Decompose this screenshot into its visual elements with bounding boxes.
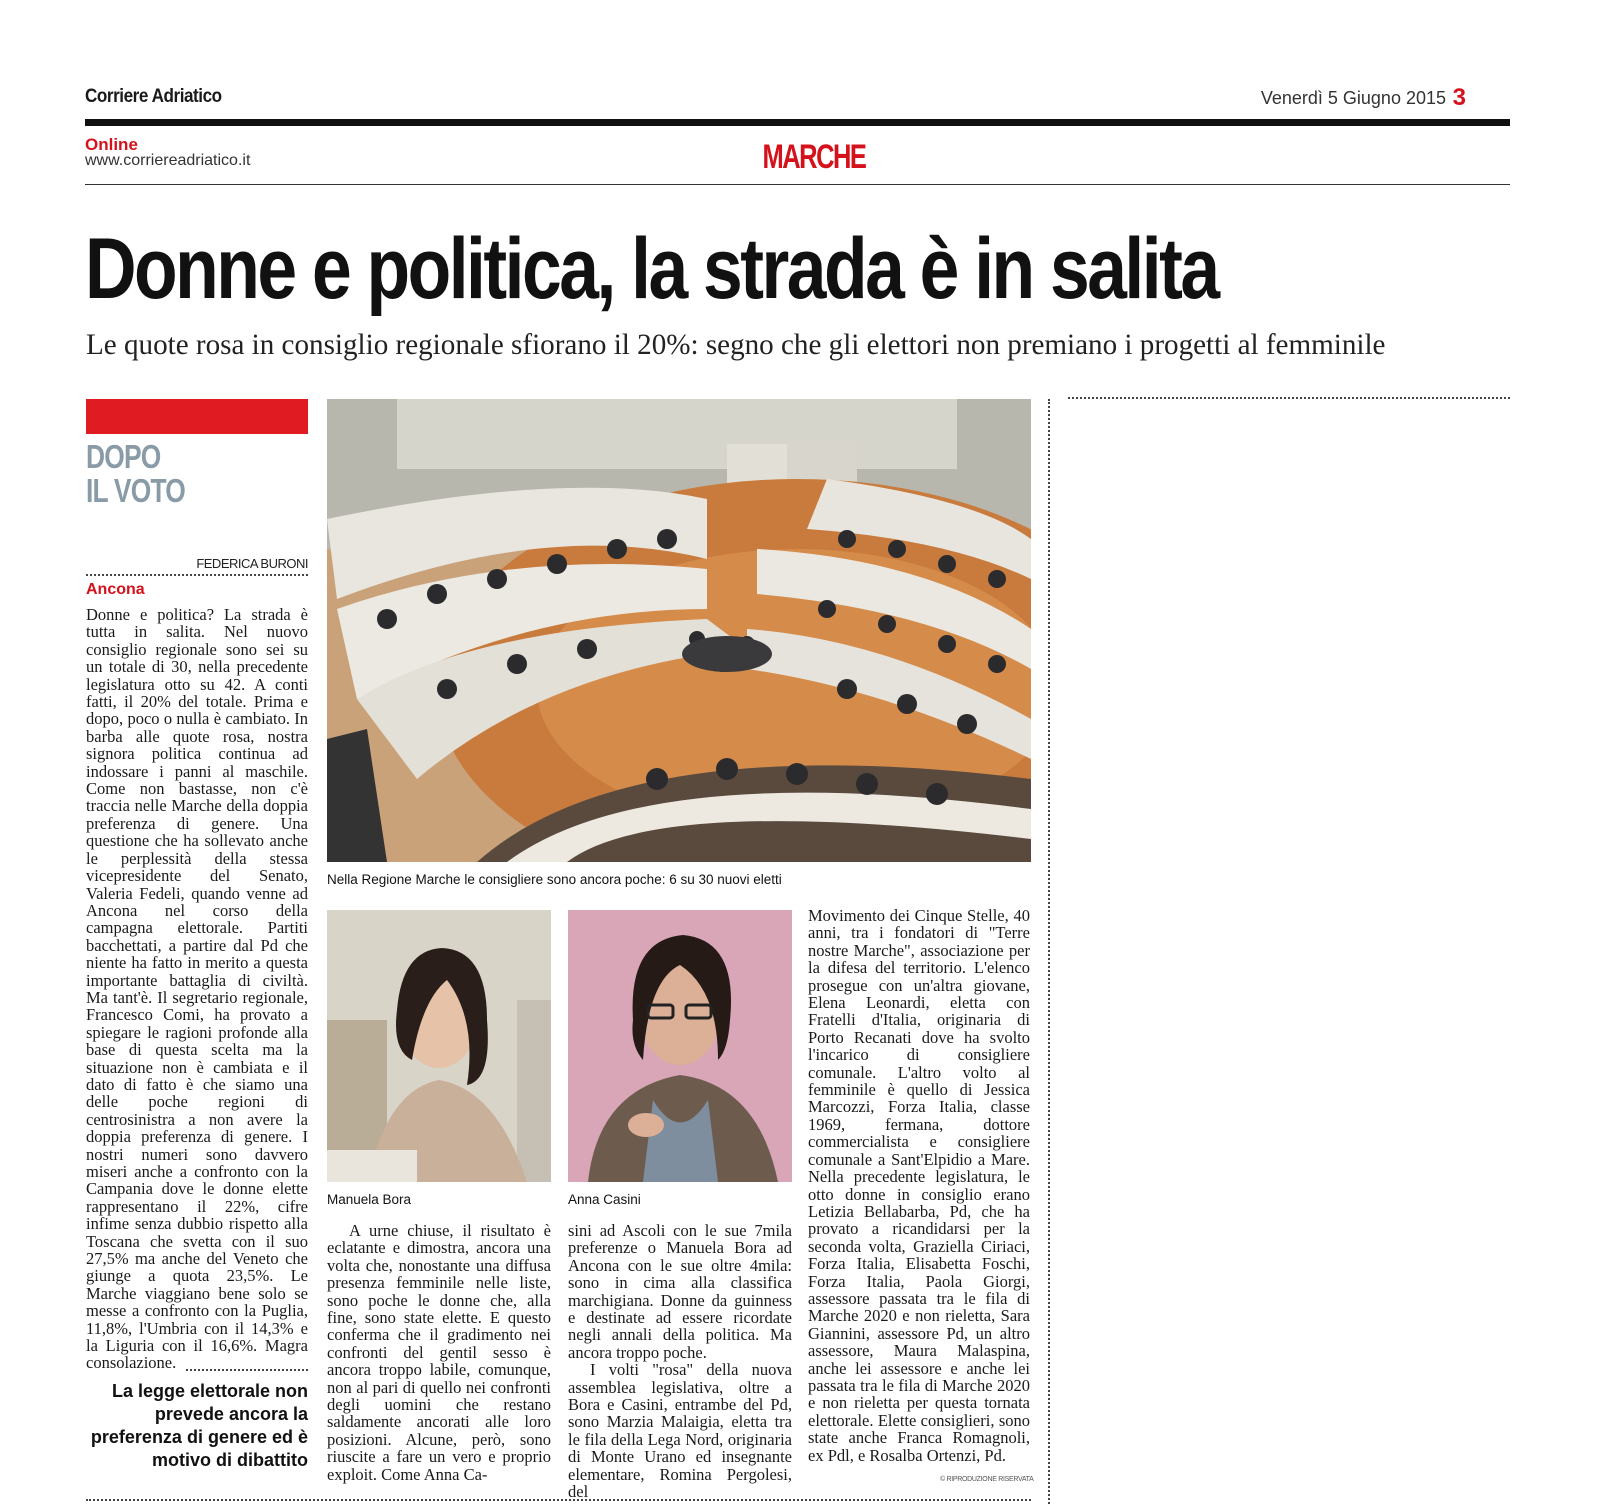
- subheadline: Le quote rosa in consiglio regionale sfiorano il 20%: segno che gli elettori non premiano i progetti al femminile: [86, 328, 1386, 361]
- portrait-illustration: [568, 910, 792, 1182]
- ad-area-top-rule: [1068, 397, 1510, 399]
- council-chamber-photo: [327, 399, 1031, 862]
- header-divider: [85, 184, 1510, 185]
- bottom-divider: [86, 1499, 1031, 1501]
- pullquote-divider: [186, 1369, 308, 1371]
- article-column-1: Donne e politica? La strada è tutta in salita. Nel nuovo consiglio regionale sono sei su un totale di 30, nella precedente legislatura otto su 42. A conti fatti, il 20% del totale. Prima e dopo, poco o nulla è cambiato. In barba alle quote rosa, nostra signora politica continua ad indossare i panni al maschile. Come non bastasse, non c'è traccia nelle Marche della doppia preferenza di genere. Una questione che ha sollevato anche le perplessità della stessa vicepresidente del Senato, Valeria Fedeli, quando venne ad Ancona nel corso della campagna elettorale. Partiti bacchettati, a partire dal Pd che niente ha fatto in merito a questa importante battaglia di civiltà. Ma tant'è. Il segretario regionale, Francesco Comi, ha provato a spiegare le ragioni profonde alla base di questa scelta ma la situazione non è cambiata e il dato di fatto è che siamo una delle poche regioni di centrosinistra a non avere la doppia preferenza di genere. I nostri numeri sono davvero miseri anche a confronto con la Campania dove le donne elette rappresentano il 22%, cifre infime senza dubbio rispetto alla Toscana che svetta con il suo 27,5% ma anche del Veneto che giunge a quota 23,5%. Le Marche viaggiano bene solo se messe a confronto con la Puglia, 11,8%, l'Umbria con il 14,3% e la Liguria con il 16,6%. Magra consolazione.: [86, 605, 308, 1373]
- section-title: MARCHE: [762, 138, 866, 176]
- main-photo-caption: Nella Regione Marche le consigliere sono ancora poche: 6 su 30 nuovi eletti: [327, 872, 782, 887]
- manuela-bora-photo: [327, 910, 551, 1182]
- column-4-paragraph-1: sini ad Ascoli con le sue 7mila preferenze o Manuela Bora ad Ancona con le sue oltre 4mila: sono in cima alla classifica marchigiana. Donne da guinness e destinate ad essere ricordate negli annali della politica. Ma ancora troppo poche.: [568, 1221, 792, 1362]
- kicker-line-1: DOPO: [86, 438, 161, 475]
- pull-quote: La legge elettorale non prevede ancora la preferenza di genere ed è motivo di dibattito: [90, 1381, 308, 1470]
- article-column-5: Movimento dei Cinque Stelle, 40 anni, tra i fondatori di "Terre nostre Marche", associazione per la difesa del territorio. L'elenco prosegue con un'altra giovane, Elena Leonardi, eletta con Fratelli d'Italia, originaria di Porto Recanati dove ha svolto l'incarico di consigliere comunale. L'altro volto al femminile è quello di Jessica Marcozzi, Forza Italia, classe 1969, fermana, dottore commercialista e consigliere comunale a Sant'Elpidio a Mare. Nella precedente legislatura, le otto donne in consiglio erano Letizia Bellabarba, Pd, che ha provato a ricandidarsi per la seconda volta, Graziella Ciriaci, Forza Italia, Elisabetta Foschi, Forza Italia, Paola Giorgi, assessore passata tra le fila di Marche 2020 e non rieletta, Sara Giannini, assessore Pd, un altro assessore, Maura Malaspina, anche lei assessore e anche lei passata tra le fila di Marche 2020 e non rieletta per questa tornata elettorale. Elette consiglieri, sono state anche Franca Romagnoli, ex Pdl, e Rosalba Ortenzi, Pd.: [808, 906, 1030, 1465]
- kicker: [86, 440, 185, 508]
- byline-divider: [86, 574, 308, 576]
- article-column-4: [568, 1222, 792, 1501]
- kicker-red-bar: [86, 399, 308, 434]
- portrait-illustration: [327, 910, 551, 1182]
- dateline-place: Ancona: [86, 581, 145, 598]
- issue-date: Venerdì 5 Giugno 2015: [1260, 88, 1446, 108]
- online-url-link[interactable]: www.corriereadriatico.it: [85, 152, 251, 169]
- column-divider: [1048, 399, 1050, 1504]
- article-column-3: A urne chiuse, il risultato è eclatante e dimostra, ancora una volta che, nonostante una diffusa presenza femminile nelle liste, sono poche le donne che, alla fine, sono state elette. E questo conferma che il gradimento nei confronti del gentil sesso è ancora troppo labile, comunque, non al pari di quello nei confronti degli uomini che restano saldamente ancorati alle loro posizioni. Alcune, però, sono riuscite a fare un vero e proprio exploit. Come Anna Ca-: [327, 1221, 551, 1484]
- photo2-caption: Anna Casini: [568, 1192, 641, 1207]
- author-byline: FEDERICA BURONI: [196, 556, 308, 571]
- anna-casini-photo: [568, 910, 792, 1182]
- masthead: Corriere Adriatico: [85, 86, 222, 107]
- copyright-notice: © RIPRODUZIONE RISERVATA: [940, 1476, 1034, 1483]
- headline: Donne e politica, la strada è in salita: [85, 221, 1218, 317]
- photo1-caption: Manuela Bora: [327, 1192, 412, 1207]
- column-4-paragraph-2: I volti "rosa" della nuova assemblea legislativa, oltre a Bora e Casini, entrambe del Pd, sono Marzia Malaigia, eletta tra le fila della Lega Nord, originaria di Monte Urano ed insegnante elementare, Romina Pergolesi, del: [568, 1360, 792, 1502]
- council-chamber-illustration: [327, 399, 1031, 862]
- kicker-line-2: IL VOTO: [86, 472, 186, 509]
- header-bar: [85, 119, 1510, 126]
- online-label: Online: [85, 135, 138, 154]
- page-number: 3: [1452, 84, 1466, 111]
